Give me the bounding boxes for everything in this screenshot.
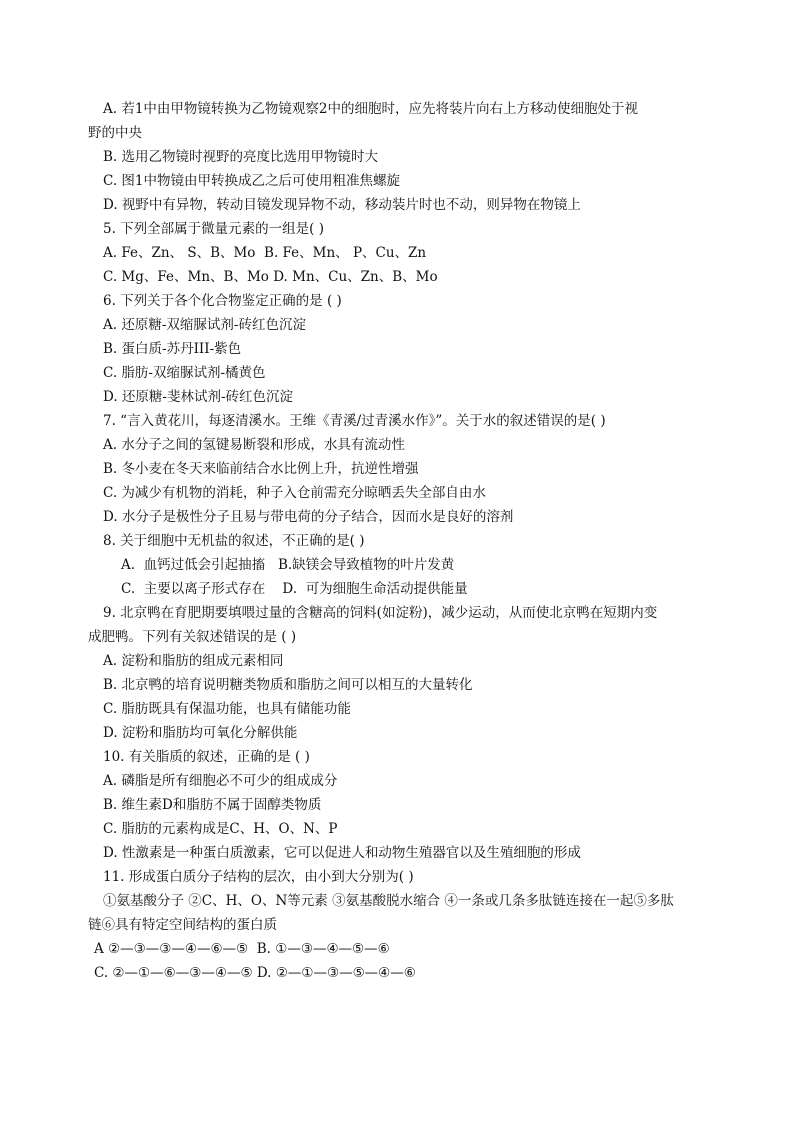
q4-option-d: D. 视野中有异物，转动目镜发现异物不动，移动装片时也不动，则异物在物镜上 bbox=[103, 197, 581, 213]
q11-options-ab: A ②—③—③—④—⑥—⑤ B. ①—③—④—⑤—⑥ bbox=[94, 941, 390, 957]
q7-option-d: D. 水分子是极性分子且易与带电荷的分子结合，因而水是良好的溶剂 bbox=[103, 509, 514, 525]
q7-stem: 7. “言入黄花川，每逐清溪水。王维《青溪/过青溪水作》”。关于水的叙述错误的是( ) bbox=[103, 413, 606, 429]
q6-option-d: D. 还原糖-斐林试剂-砖红色沉淀 bbox=[103, 389, 294, 405]
q11-options-cd: C. ②—①—⑥—③—④—⑤ D. ②—①—③—⑤—④—⑥ bbox=[94, 965, 416, 981]
q11-items-line2: 链⑥具有特定空间结构的蛋白质 bbox=[88, 917, 277, 933]
q6-option-b: B. 蛋白质-苏丹III-紫色 bbox=[103, 341, 242, 357]
q4-option-a-line2: 野的中央 bbox=[88, 125, 142, 141]
q11-stem: 11. 形成蛋白质分子结构的层次，由小到大分别为( ) bbox=[103, 869, 414, 885]
q9-option-b: B. 北京鸭的培育说明糖类物质和脂肪之间可以相互的大量转化 bbox=[103, 677, 473, 693]
q6-option-a: A. 还原糖-双缩脲试剂-砖红色沉淀 bbox=[103, 317, 306, 333]
q11-items-line1: ①氨基酸分子 ②C、H、O、N等元素 ③氨基酸脱水缩合 ④一条或几条多肽链连接在一起⑤多肽 bbox=[103, 893, 674, 909]
q9-stem-line2: 成肥鸭。下列有关叙述错误的是 ( ) bbox=[88, 629, 297, 645]
q4-option-b: B. 选用乙物镜时视野的亮度比选用甲物镜时大 bbox=[103, 149, 379, 165]
q8-stem: 8. 关于细胞中无机盐的叙述，不正确的是( ) bbox=[103, 533, 365, 549]
q7-option-a: A. 水分子之间的氢键易断裂和形成，水具有流动性 bbox=[103, 437, 405, 453]
q6-option-c: C. 脂肪-双缩脲试剂-橘黄色 bbox=[103, 365, 266, 381]
q9-option-d: D. 淀粉和脂肪均可氧化分解供能 bbox=[103, 725, 298, 741]
q10-option-d: D. 性激素是一种蛋白质激素，它可以促进人和动物生殖器官以及生殖细胞的形成 bbox=[103, 845, 581, 861]
q5-options-cd: C. Mg、Fe、Mn、B、Mo D. Mn、Cu、Zn、B、Mo bbox=[103, 269, 438, 285]
q9-option-c: C. 脂肪既具有保温功能，也具有储能功能 bbox=[103, 701, 351, 717]
q9-option-a: A. 淀粉和脂肪的组成元素相同 bbox=[103, 653, 284, 669]
q4-option-c: C. 图1中物镜由甲转换成乙之后可使用粗准焦螺旋 bbox=[103, 173, 401, 189]
q10-option-c: C. 脂肪的元素构成是C、H、O、N、P bbox=[103, 821, 338, 837]
q10-option-a: A. 磷脂是所有细胞必不可少的组成成分 bbox=[103, 773, 338, 789]
q8-options-cd: C. 主要以离子形式存在 D. 可为细胞生命活动提供能量 bbox=[121, 581, 468, 597]
q5-stem: 5. 下列全部属于微量元素的一组是( ) bbox=[103, 221, 324, 237]
q10-option-b: B. 维生素D和脂肪不属于固醇类物质 bbox=[103, 797, 322, 813]
q8-options-ab: A. 血钙过低会引起抽搐 B.缺镁会导致植物的叶片发黄 bbox=[121, 557, 455, 573]
q4-option-a-line1: A. 若1中由甲物镜转换为乙物镜观察2中的细胞时，应先将装片向右上方移动使细胞处于视 bbox=[103, 101, 639, 117]
q10-stem: 10. 有关脂质的叙述，正确的是 ( ) bbox=[103, 749, 310, 765]
q7-option-c: C. 为减少有机物的消耗，种子入仓前需充分晾晒丢失全部自由水 bbox=[103, 485, 486, 501]
q5-options-ab: A. Fe、Zn、 S、B、Mo B. Fe、Mn、 P、Cu、Zn bbox=[103, 245, 427, 261]
q7-option-b: B. 冬小麦在冬天来临前结合水比例上升，抗逆性增强 bbox=[103, 461, 419, 477]
q6-stem: 6. 下列关于各个化合物鉴定正确的是 ( ) bbox=[103, 293, 342, 309]
q9-stem-line1: 9. 北京鸭在育肥期要填喂过量的含糖高的饲料(如淀粉)，减少运动，从而使北京鸭在短期内变 bbox=[103, 605, 658, 621]
